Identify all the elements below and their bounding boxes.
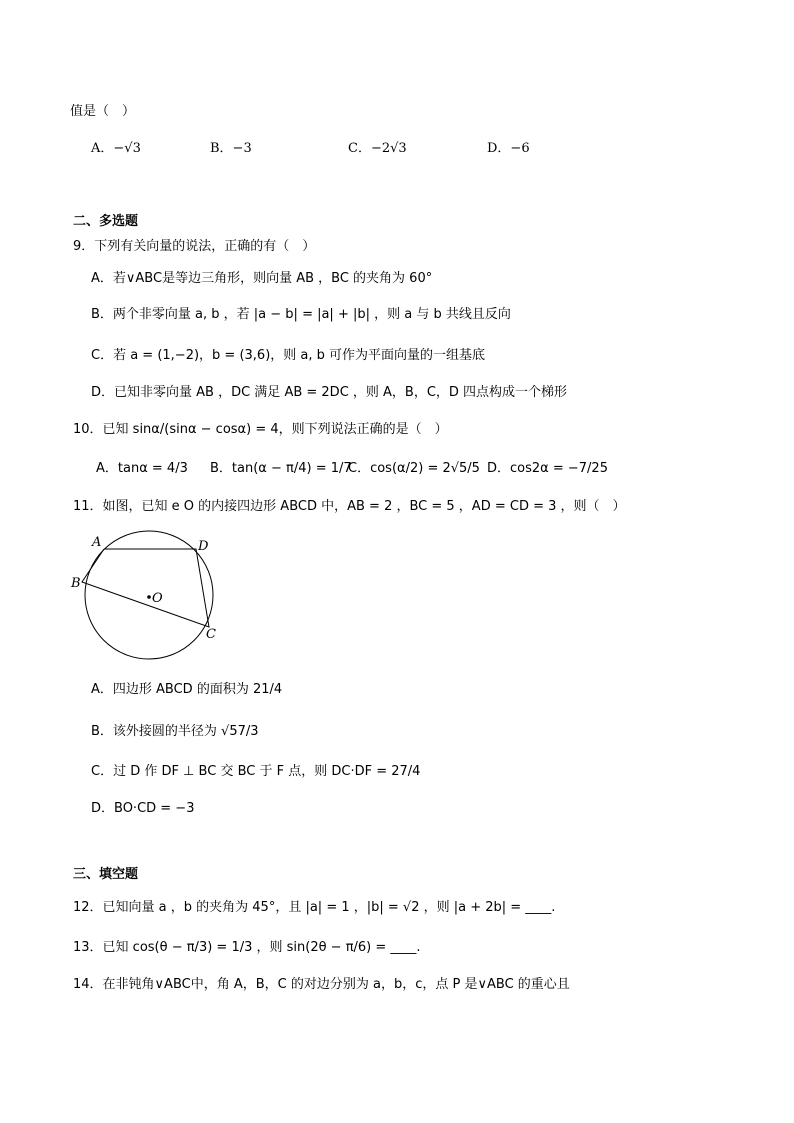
option-d: D．−6 <box>487 141 530 156</box>
q10-stem: 10．已知 sinα/(sinα − cosα) = 4，则下列说法正确的是（ ） <box>73 422 448 437</box>
option-c: C．−2√3 <box>348 141 407 156</box>
label-a: A <box>92 535 102 550</box>
q9-option-d: D．已知非零向量 AB ，DC 满足 AB = 2DC ，则 A，B，C，D 四点构成一个梯形 <box>91 385 568 400</box>
q12-text: 12．已知向量 a ，b 的夹角为 45°，且 |a| = 1 ，|b| = √2 ，则 |a + 2b| = ____. <box>73 900 556 915</box>
option-a: A．−√3 <box>91 141 141 156</box>
q11-option-a: A．四边形 ABCD 的面积为 21/4 <box>91 682 283 697</box>
q10-option-b: B．tan(α − π/4) = 1/7 <box>210 461 352 476</box>
q10-option-d: D．cos2α = −7/25 <box>487 461 608 476</box>
option-b: B．−3 <box>210 141 252 156</box>
label-d: D <box>198 539 209 554</box>
circle-quadrilateral-figure <box>70 530 230 665</box>
section-heading-multi: 二、多选题 <box>73 214 139 229</box>
q11-option-b: B．该外接圆的半径为 √57/3 <box>91 724 259 739</box>
q9-option-c: C．若 a = (1,−2)，b = (3,6)，则 a, b 可作为平面向量的一组基底 <box>91 348 486 363</box>
q13-text: 13．已知 cos(θ − π/3) = 1/3 ，则 sin(2θ − π/6) = ____. <box>73 940 421 955</box>
q9-option-a: A．若∨ABC是等边三角形，则向量 AB ，BC 的夹角为 60° <box>91 271 433 286</box>
quadrilateral-abcd <box>82 549 209 627</box>
label-o: O <box>152 591 163 606</box>
q11-option-c: C．过 D 作 DF ⊥ BC 交 BC 于 F 点，则 DC·DF = 27/4 <box>91 764 421 779</box>
q10-option-a: A．tanα = 4/3 <box>96 461 188 476</box>
q11-option-d: D．BO·CD = −3 <box>91 801 195 816</box>
q11-stem: 11．如图，已知 e O 的内接四边形 ABCD 中，AB = 2 ，BC = 5 ，AD = CD = 3 ，则（ ） <box>73 499 626 514</box>
circumcircle <box>85 531 213 659</box>
label-b: B <box>71 576 81 591</box>
q14-text: 14．在非钝角∨ABC中，角 A，B，C 的对边分别为 a，b，c，点 P 是∨ABC 的重心且 <box>73 977 570 992</box>
label-c: C <box>206 627 216 642</box>
center-point <box>147 595 151 599</box>
q9-option-b: B．两个非零向量 a, b ，若 |a − b| = |a| + |b| ，则 a 与 b 共线且反向 <box>91 307 511 322</box>
section-heading-fill: 三、填空题 <box>73 867 139 882</box>
q9-stem: 9．下列有关向量的说法，正确的有（ ） <box>73 239 316 254</box>
q10-option-c: C．cos(α/2) = 2√5/5 <box>348 461 480 476</box>
question-tail: 值是（ ） <box>70 104 136 119</box>
